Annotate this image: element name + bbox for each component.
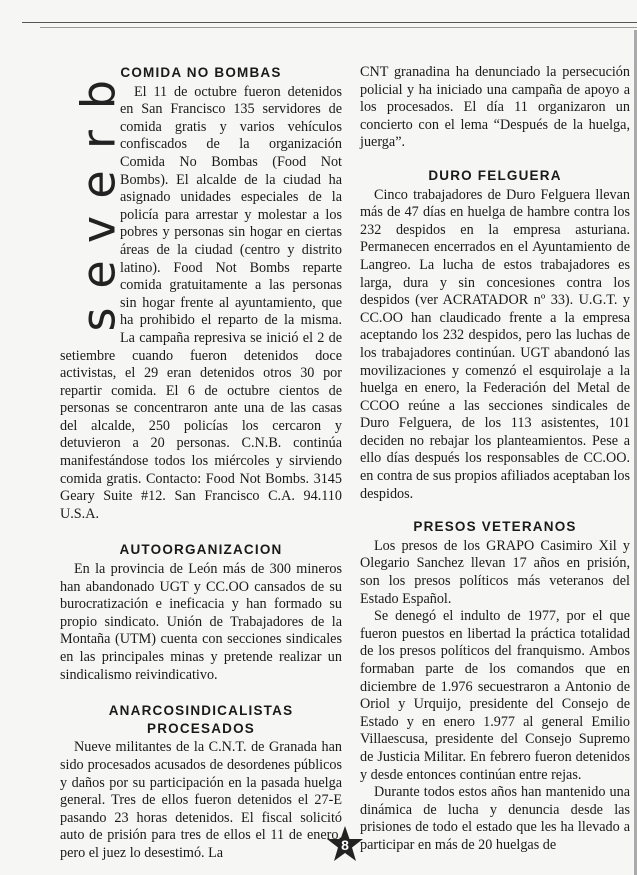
article-heading-autoorganizacion: AUTOORGANIZACION — [119, 542, 283, 558]
article-body-presos-2: Se denegó el indulto de 1977, por el que fueron puestos en libertad la práctica totalidad de los presos políticos del franquismo. Ambos formaban parte de los comandos que en diciembre de 1.976 secuestraron a Antonio de Oriol y Urquijo, presidente del Consejo de Estado y en enero 1.977 al general Emilio Villaescusa, presidente del Consejo Supremo de Justicia Militar. En febrero fueron detenidos y desde entonces continúan entre rejas. — [360, 608, 630, 783]
article-body-comida: El 11 de octubre fueron detenidos en San Francisco 135 servidores de comida gratis y varios vehículos confiscados de la organización Comida No Bombas (Food Not Bombs). El alcalde de la ciudad ha asignado unidades especiales de la policía para arrestar y molestar a los pobres y personas sin hogar en ciertas áreas de la ciudad (centro y distrito latino). Food Not Bombs reparte comida gratuitamente a las personas sin hogar frente al ayuntamiento, que ha prohibido el reparto de la misma. La campaña represiva se inició el 2 de setiembre cuando fueron detenidos doce activistas, el 29 eran detenidos otros 30 por repartir comida. El 6 de octubre cientos de personas se concentraron ante una de las casas del alcalde, 250 policías los cercaron y detuvieron a 20 personas. C.N.B. continúa manifestándose todos los miércoles y sirviendo comida gratis. Contacto: Food Not Bombs. 3145 Geary Suite #12. San Francisco C.A. 94.110 U.S.A. — [60, 83, 342, 522]
left-column — [60, 64, 342, 863]
article-heading-anarcosindicalistas: ANARCOSINDICALISTAS PROCESADOS — [108, 703, 294, 736]
article-body-autoorganizacion: En la provincia de León más de 300 mineros han abandonado UGT y CC.OO cansados de su burocratización e ineficacia y han formado su propio sindicato. Unión de Trabajadores de la Montaña (UTM) cuenta con secciones sindicales en las principales minas y pretende realizar un sindicalismo reivindicativo. — [60, 561, 342, 683]
top-rule — [22, 22, 637, 23]
article-heading-presos-veteranos: PRESOS VETERANOS — [413, 519, 577, 535]
section-title-letter: b — [71, 79, 126, 110]
section-title-letter: v — [71, 215, 126, 244]
article-body-presos-3: Durante todos estos años han mantenido una dinámica de lucha y denuncia desde las prisiones de todo el estado que les ha llevado a participar en más de 20 huelgas de — [360, 784, 630, 853]
article-heading-duro-felguera: DURO FELGUERA — [428, 167, 562, 183]
vertical-title-spacer — [60, 84, 126, 334]
page-number-badge — [325, 825, 365, 865]
page-number: 8 — [341, 837, 349, 853]
right-column — [360, 64, 630, 855]
section-title-letter: e — [71, 170, 126, 199]
article-continuation: CNT granadina ha denunciado la persecución policial y ha iniciado una campaña de apoyo a los procesados. El día 11 organizaron un concierto con el lema “Después de la huelga, juerga”. — [360, 64, 630, 151]
section-title-letter: r — [71, 130, 126, 149]
section-title-letter: s — [71, 307, 126, 332]
article-heading-comida: COMIDA NO BOMBAS — [120, 65, 282, 80]
article-body-presos-1: Los presos de los GRAPO Casimiro Xil y Olegario Sanchez llevan 17 años en prisión, son los presos políticos más veteranos del Estado Español. — [360, 537, 630, 607]
top-rule-secondary — [40, 27, 637, 28]
article-body-anarcosindicalistas: Nueve militantes de la C.N.T. de Granada han sido procesados acusados de desordenes públicos y daños por su participación en la pasada huelga general. Tres de ellos fueron detenidos el 27-E pasando 23 horas detenidos. El fiscal solicitó auto de prisión para tres de ellos el 11 de enero, pero el juez lo desestimó. La — [60, 739, 342, 861]
section-title-letter: e — [71, 260, 126, 289]
article-body-duro-felguera: Cinco trabajadores de Duro Felguera llevan más de 47 días en huelga de hambre contra los 232 despidos en la empresa asturiana. Permanecen encerrados en el Ayuntamiento de Langreo. La lucha de estos trabajadores es larga, dura y sin concesiones contra los despidos (ver ACRATADOR nº 33). U.G.T. y CC.OO han claudicado frente a la empresa aceptando los 232 despidos, pero las luchas de los trabajadores continúan. UGT abandonó las movilizaciones y comenzó el esquirolaje a la huelga en enero, la Federación del Metal de CCOO reúne a las secciones sindicales de Duro Felguera, de los 113 asistentes, 101 deciden no rebajar los planteamientos. Pese a ello días después los responsables de CC.OO. en contra de sus propios afiliados aceptaban los despidos. — [360, 186, 630, 502]
